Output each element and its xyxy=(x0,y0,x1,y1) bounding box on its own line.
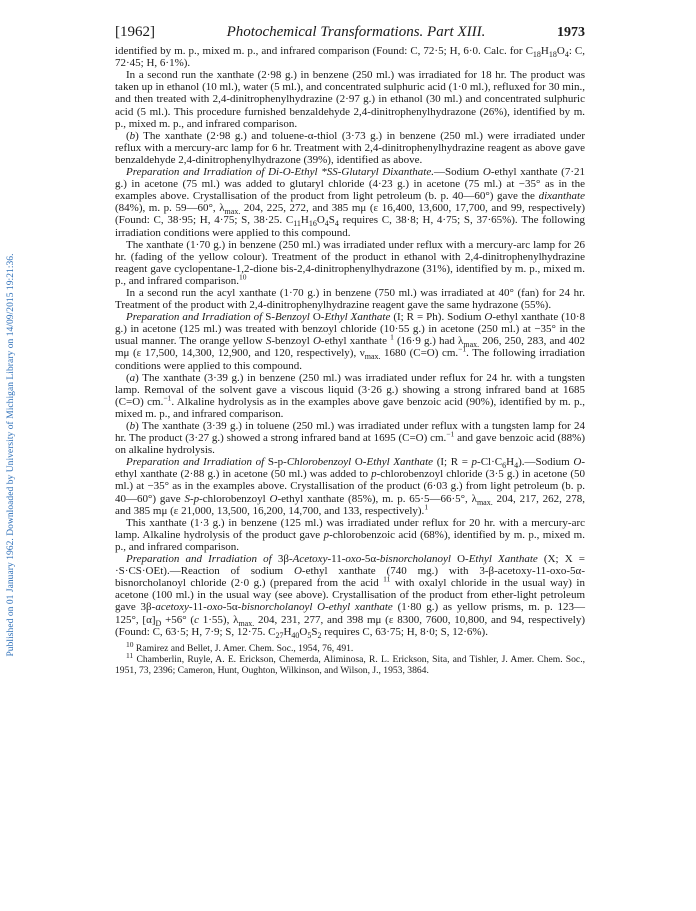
footnote-10: $^{10}$ Ramirez and Bellet, J. Amer. Chem. Soc., 1954, 76, 491. xyxy=(126,639,354,654)
paragraph: (b) The xanthate (3·39 g.) in toluene (250 ml.) was irradiated under reflux with a tungsten lamp for 24 hr. The product (3·27 g.) showed a strong infrared band at 1695 (C=O) cm.$^{-1}$ and gave benzoic acid (88%) on alkaline hydrolysis. xyxy=(115,420,585,457)
header-page-number: 1973 xyxy=(557,25,585,40)
paragraph: In a second run the xanthate (2·98 g.) in benzene (250 ml.) was irradiated for 18 hr. The product was taken up in ethanol (10 ml.), water (5 ml.), and concentrated sulphuric acid (1·0 ml.), refluxed for 30 min., and then treated with 2,4-dinitrophenylhydrazine (2·97 g.) in ethanol (30 ml.) and concentrated sulphuric acid (5 ml.). This procedure furnished benzaldehyde 2,4-dinitrophenylhydrazone (26%), identified by m. p., mixed m. p., and infrared comparison. xyxy=(115,69,585,130)
footnote-10-text: Ramirez and Bellet, J. Amer. Chem. Soc., 1954, 76, 491. xyxy=(135,642,354,654)
paragraph: (b) The xanthate (2·98 g.) and toluene-α-thiol (3·73 g.) in benzene (250 ml.) were irradiated under reflux with a mercury-arc lamp for 6 hr. Treatment with 2,4-dinitrophenylhydrazine reagent as above gave benzaldehyde 2,4-dinitrophenylhydrazone (39%), identified as above. xyxy=(115,129,585,166)
paragraph: Preparation and Irradiation of Di-O-Ethyl *SS-Glutaryl Dixanthate.—Sodium O-ethyl xanthate (7·21 g.) in acetone (75 ml.) was added to glutaryl chloride (4·23 g.) in acetone (75 ml.) at −35° as in the examples above. Crystallisation of the product from light petroleum (b. p. 40—60°) gave the dixanthate (84%), m. p. 59—60°, $\lambda_{max.}$ 204, 225, 272, and 385 mμ (ε 16,400, 13,600, 17,700, and 99, respectively) (Found: C, 38·95; H, 4·75; S, 38·25. $C_{11}H_{16}O_4S_4$ requires C, 38·8; H, 4·75; S, 37·65%). The following irradiation conditions were applied to this compound. xyxy=(115,166,585,239)
header-title: Photochemical Transformations. Part XIII. xyxy=(226,24,486,40)
sidebar-note-text: Published on 01 January 1962. Downloaded by University of Michigan Library on 14/09/2015 19:21:36. xyxy=(6,253,16,657)
running-header xyxy=(115,26,585,39)
footnote-11-text: Chamberlin, Ruyle, A. E. Erickson, Chemerda, Aliminosa, R. L. Erickson, Sita, and Tishler, J. Amer. Chem. Soc., 1951, 73, 2396; Cameron, Hunt, Oughton, Wilkinson, and Wilson, J., 1953, 3864. xyxy=(115,653,585,676)
body-text xyxy=(115,45,585,638)
paragraph: In a second run the acyl xanthate (1·70 g.) in benzene (750 ml.) was irradiated at 40° (fan) for 24 hr. Treatment of the product with 2,4-dinitrophenylhydrazine reagent gave the same hydrazone (55%). xyxy=(115,286,585,312)
footnote-11: $^{11}$ Chamberlin, Ruyle, A. E. Erickson, Chemerda, Aliminosa, R. L. Erickson, Sita, and Tishler, J. Amer. Chem. Soc., 1951, 73, 2396; Cameron, Hunt, Oughton, Wilkinson, and Wilson, J., 1953, 3864. xyxy=(115,650,585,676)
paragraph: identified by m. p., mixed m. p., and infrared comparison (Found: C, 72·5; H, 6·0. Calc. for $C_{18}H_{18}O_4$: C, 72·45; H, 6·1%). xyxy=(115,45,585,70)
paragraph: Preparation and Irradiation of 3β-Acetoxy-11-oxo-5α-bisnorcholanoyl O-Ethyl Xanthate (X; X = ·S·CS·OEt).—Reaction of sodium O-ethyl xanthate (740 mg.) with 3-β-acetoxy-11-oxo-5α-bisnorcholanoyl chloride (2·0 g.) (prepared from the acid $^{11}$ with oxalyl chloride in the usual way) in acetone (100 ml.) in the usual way (see above). Crystallisation of the product from ether-light petroleum gave 3β-acetoxy-11-oxo-5α-bisnorcholanoyl O-ethyl xanthate (1·80 g.) as yellow prisms, m. p. 123—125°, $[\alpha]_D +56^\circ$ (c 1·55), $\lambda_{max.}$ 204, 231, 277, and 398 mμ (ε 8300, 7600, 10,800, and 94, respectively) (Found: C, 63·5; H, 7·9; S, 12·75. $C_{27}H_{40}O_5S_2$ requires C, 63·75; H, 8·0; S, 12·6%). xyxy=(115,553,586,640)
paragraph: The xanthate (1·70 g.) in benzene (250 ml.) was irradiated under reflux with a mercury-arc lamp for 26 hr. (fading of the yellow colour). Treatment of the product in ethanol with 2,4-dinitrophenylhydrazine reagent gave cyclopentane-1,2-dione bis-2,4-dinitrophenylhydrazone (31%), identified by m. p., mixed m. p., and infrared comparison.$^{10}$ xyxy=(115,238,585,287)
paragraph: (a) The xanthate (3·39 g.) in benzene (250 ml.) was irradiated under reflux for 24 hr. with a tungsten lamp. Removal of the solvent gave a viscous liquid (3·26 g.) showing a strong infrared band at 1685 (C=O) cm.$^{-1}$. Alkaline hydrolysis as in the examples above gave benzoic acid (90%), identified by m. p., mixed m. p., and infrared comparison. xyxy=(115,371,585,420)
paper-page xyxy=(115,26,585,676)
paragraph: Preparation and Irradiation of S-p-Chlorobenzoyl O-Ethyl Xanthate (I; $R = p-Cl\cdot C_6H_4).—Sodium$ O-ethyl xanthate (2·88 g.) in acetone (50 ml.) was added to p-chlorobenzoyl chloride (3·5 g.) in acetone (50 ml.) at −35° as in the examples above. Crystallisation of the product (6·03 g.) from light petroleum (b. p. 40—60°) gave S-p-chlorobenzoyl O-ethyl xanthate (85%), m. p. 65·5—66·5°, $\lambda_{max.}$ 204, 217, 262, 278, and 385 mμ (ε 21,000, 13,500, 16,200, 14,700, and 133, respectively).$^1$ xyxy=(115,456,585,517)
paragraph: Preparation and Irradiation of S-Benzoyl O-Ethyl Xanthate (I; R = Ph). Sodium O-ethyl xanthate (10·8 g.) in acetone (125 ml.) was treated with benzoyl chloride (10·55 g.) in acetone (250 ml.) at −35° in the usual manner. The orange yellow S-benzoyl O-ethyl xanthate $^1$ (16·9 g.) had $\lambda_{max.}$ 206, 250, 283, and 402 mμ (ε 17,500, 14,300, 12,900, and 120, respectively), $\nu_{max.}$ 1680 (C=O) cm.$^{-1}$. The following irradiation conditions were applied to this compound. xyxy=(115,311,586,372)
footnotes xyxy=(115,639,585,676)
publication-sidebar-note xyxy=(0,0,22,911)
header-year: [1962] xyxy=(115,24,155,40)
paragraph: This xanthate (1·3 g.) in benzene (125 ml.) was irradiated under reflux for 20 hr. with a mercury-arc lamp. Alkaline hydrolysis of the product gave p-chlorobenzoic acid (68%), identified by m. p., mixed m. p., and infrared comparison. xyxy=(115,516,585,553)
